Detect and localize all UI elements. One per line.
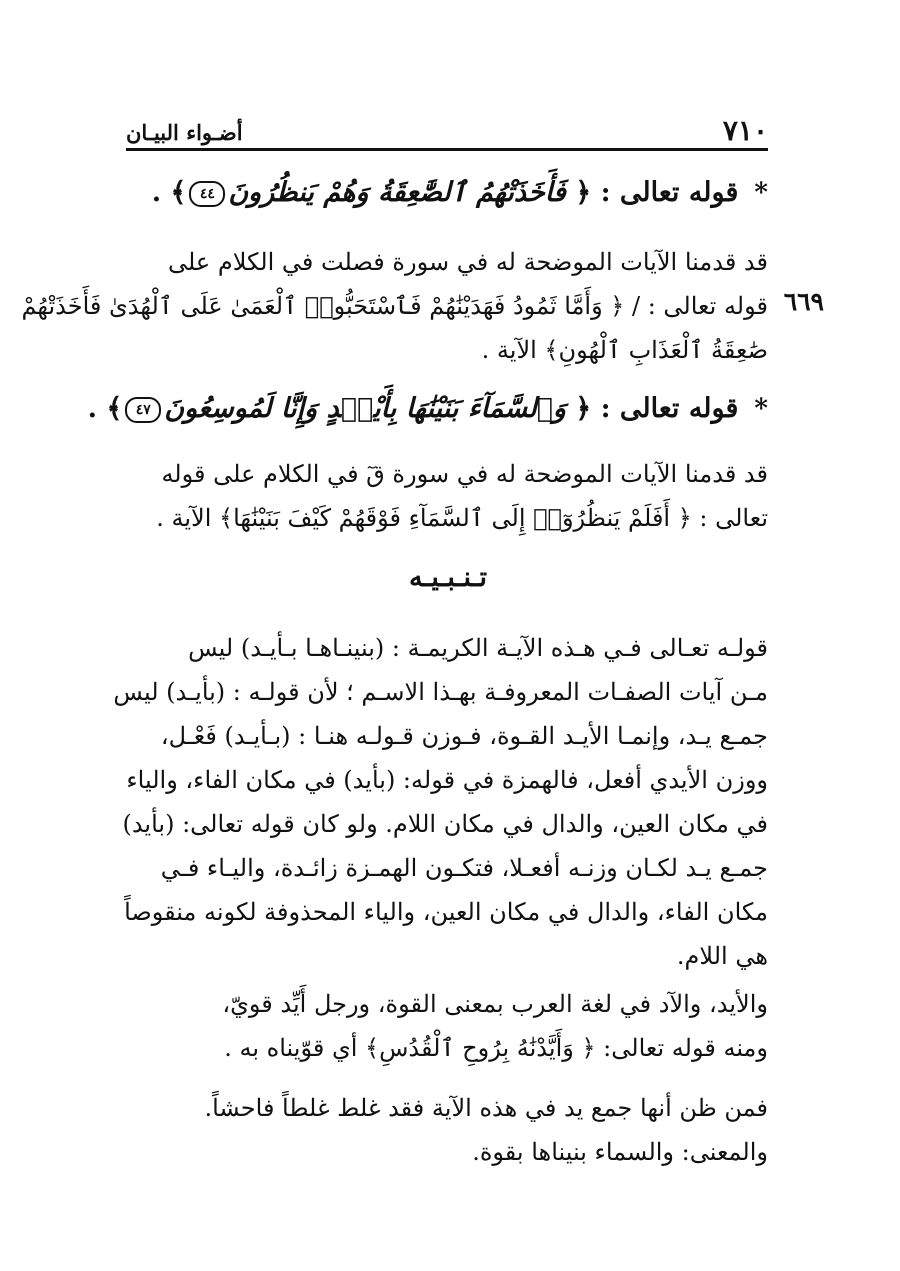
- ayah-number-badge: ٤٤: [189, 181, 225, 207]
- page-header: [126, 112, 768, 146]
- section-1-paragraph: [21, 240, 768, 372]
- ayah-number-badge: ٤٧: [125, 397, 161, 423]
- page-number: ٧١٠: [722, 114, 768, 147]
- paragraph-line: مـن آيات الصفـات المعروفـة بهـذا الاسـم ؛ لأن قولـه : (بأيـد) ليس: [113, 678, 768, 706]
- paragraph-line: جمـع يـد، وإنمـا الأيـد القـوة، فـوزن قـولـه هنـا : (بـأيـد) فَعْـل،: [160, 722, 768, 750]
- heading-prefix: قوله تعالى :: [600, 393, 739, 424]
- paragraph-line: قوله تعالى : / ﴿ وَأَمَّا ثَمُودُ فَهَدَيْنَٰهُمْ فَٱسْتَحَبُّوا۟ ٱلْعَمَىٰ عَلَى ٱلْهُدَىٰ فَأَخَذَتْهُمْ: [21, 292, 768, 320]
- paragraph-line: هي اللام.: [676, 942, 768, 970]
- paragraph-line: قد قدمنا الآيات الموضحة له في سورة فصلت في الكلام على: [167, 248, 768, 276]
- paragraph-line: قد قدمنا الآيات الموضحة له في سورة قٓ في الكلام على قوله: [161, 460, 768, 488]
- notice-paragraph-1: [113, 626, 768, 978]
- paragraph-line: ومنه قوله تعالى: ﴿ وَأَيَّدْنَٰهُ بِرُوحِ ٱلْقُدُسِ﴾ أي قوّيناه به .: [224, 1034, 768, 1062]
- star-icon: *: [754, 178, 768, 208]
- section-2-paragraph: [128, 452, 768, 540]
- book-title: أضـواء البيـان: [126, 120, 243, 145]
- paragraph-line: والمعنى: والسماء بنيناها بقوة.: [472, 1138, 768, 1166]
- paragraph-line: ووزن الأيدي أفعل، فالهمزة في قوله: (بأيد) في مكان الفاء، والياء: [126, 766, 768, 794]
- notice-title: تـنـبـيـه: [408, 562, 488, 593]
- notice-paragraph-3: [128, 1086, 768, 1174]
- header-rule: [126, 148, 768, 151]
- margin-page-number: ٦٦٩: [783, 287, 824, 316]
- paragraph-line: فمن ظن أنها جمع يد في هذه الآية فقد غلط غلطاً فاحشاً.: [204, 1094, 768, 1122]
- section-1-heading: *قوله تعالى : ﴿ فَأَخَذَتْهُمُ ٱلصَّٰعِقَةُ وَهُمْ يَنظُرُونَ٤٤﴾ .: [128, 170, 768, 216]
- paragraph-line: تعالى : ﴿ أَفَلَمْ يَنظُرُوٓا۟ إِلَى ٱلسَّمَآءِ فَوْقَهُمْ كَيْفَ بَنَيْنَٰهَا﴾ الآية .: [156, 504, 768, 532]
- heading-prefix: قوله تعالى :: [600, 177, 739, 208]
- paragraph-line: جمـع يـد لكـان وزنـه أفعـلا، فتكـون الهمـزة زائـدة، واليـاء فـي: [160, 854, 768, 882]
- paragraph-line: قولـه تعـالى فـي هـذه الآيـة الكريمـة : (بنينـاهـا بـأيـد) ليس: [188, 634, 768, 662]
- verse-text: فَأَخَذَتْهُمُ ٱلصَّٰعِقَةُ وَهُمْ يَنظُرُونَ: [228, 177, 566, 208]
- paragraph-line: مكان الفاء، والدال في مكان العين، والياء المحذوفة لكونه منقوصاً: [124, 898, 768, 926]
- verse-text: وَٱلسَّمَآءَ بَنَيْنَٰهَا بِأَيْي۟دٍ وَإِنَّا لَمُوسِعُونَ: [164, 393, 566, 424]
- paragraph-line: في مكان العين، والدال في مكان اللام. ولو كان قوله تعالى: (بأيد): [122, 810, 768, 838]
- section-2-heading: *قوله تعالى : ﴿ وَٱلسَّمَآءَ بَنَيْنَٰهَا بِأَيْي۟دٍ وَإِنَّا لَمُوسِعُونَ٤٧﴾ .: [128, 386, 768, 432]
- paragraph-line: والأيد، والآد في لغة العرب بمعنى القوة، ورجل أَيِّد قويّ،: [222, 990, 768, 1018]
- star-icon: *: [754, 394, 768, 424]
- paragraph-line: صَٰعِقَةُ ٱلْعَذَابِ ٱلْهُونِ﴾ الآية .: [481, 336, 768, 364]
- notice-paragraph-2: [128, 982, 768, 1070]
